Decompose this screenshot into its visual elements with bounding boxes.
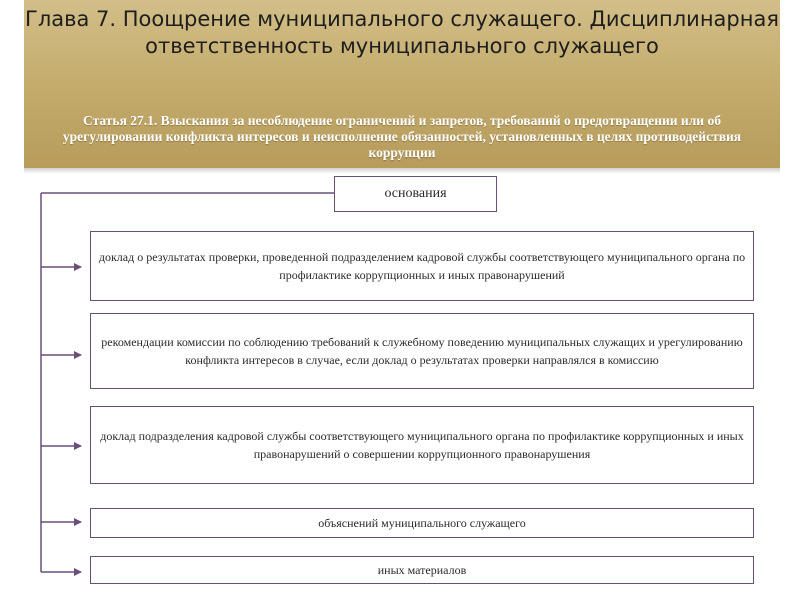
item-node-2: рекомендации комиссии по соблюдению требований к служебному поведению муниципальных служащих и урегулированию конфликта интересов в случае, если доклад о результатах проверки направлялся в комиссию: [90, 313, 754, 389]
item-node-5: иных материалов: [90, 556, 754, 584]
root-node: основания: [334, 176, 497, 212]
item-node-4: объяснений муниципального служащего: [90, 508, 754, 538]
item-node-3: доклад подразделения кадровой службы соответствующего муниципального органа по профилактике коррупционных и иных правонарушений о совершении коррупционного правонарушения: [90, 406, 754, 484]
item-node-1: доклад о результатах проверки, проведенной подразделением кадровой службы соответствующего муниципального органа по профилактике коррупционных и иных правонарушений: [90, 231, 754, 301]
slide-subtitle: Статья 27.1. Взыскания за несоблюдение ограничений и запретов, требований о предотвращении или об урегулировании конфликта интересов и неисполнение обязанностей, установленных в целях противодействия коррупции: [62, 113, 742, 160]
slide-title: Глава 7. Поощрение муниципального служащего. Дисциплинарная ответственность муниципального служащего: [25, 7, 779, 58]
